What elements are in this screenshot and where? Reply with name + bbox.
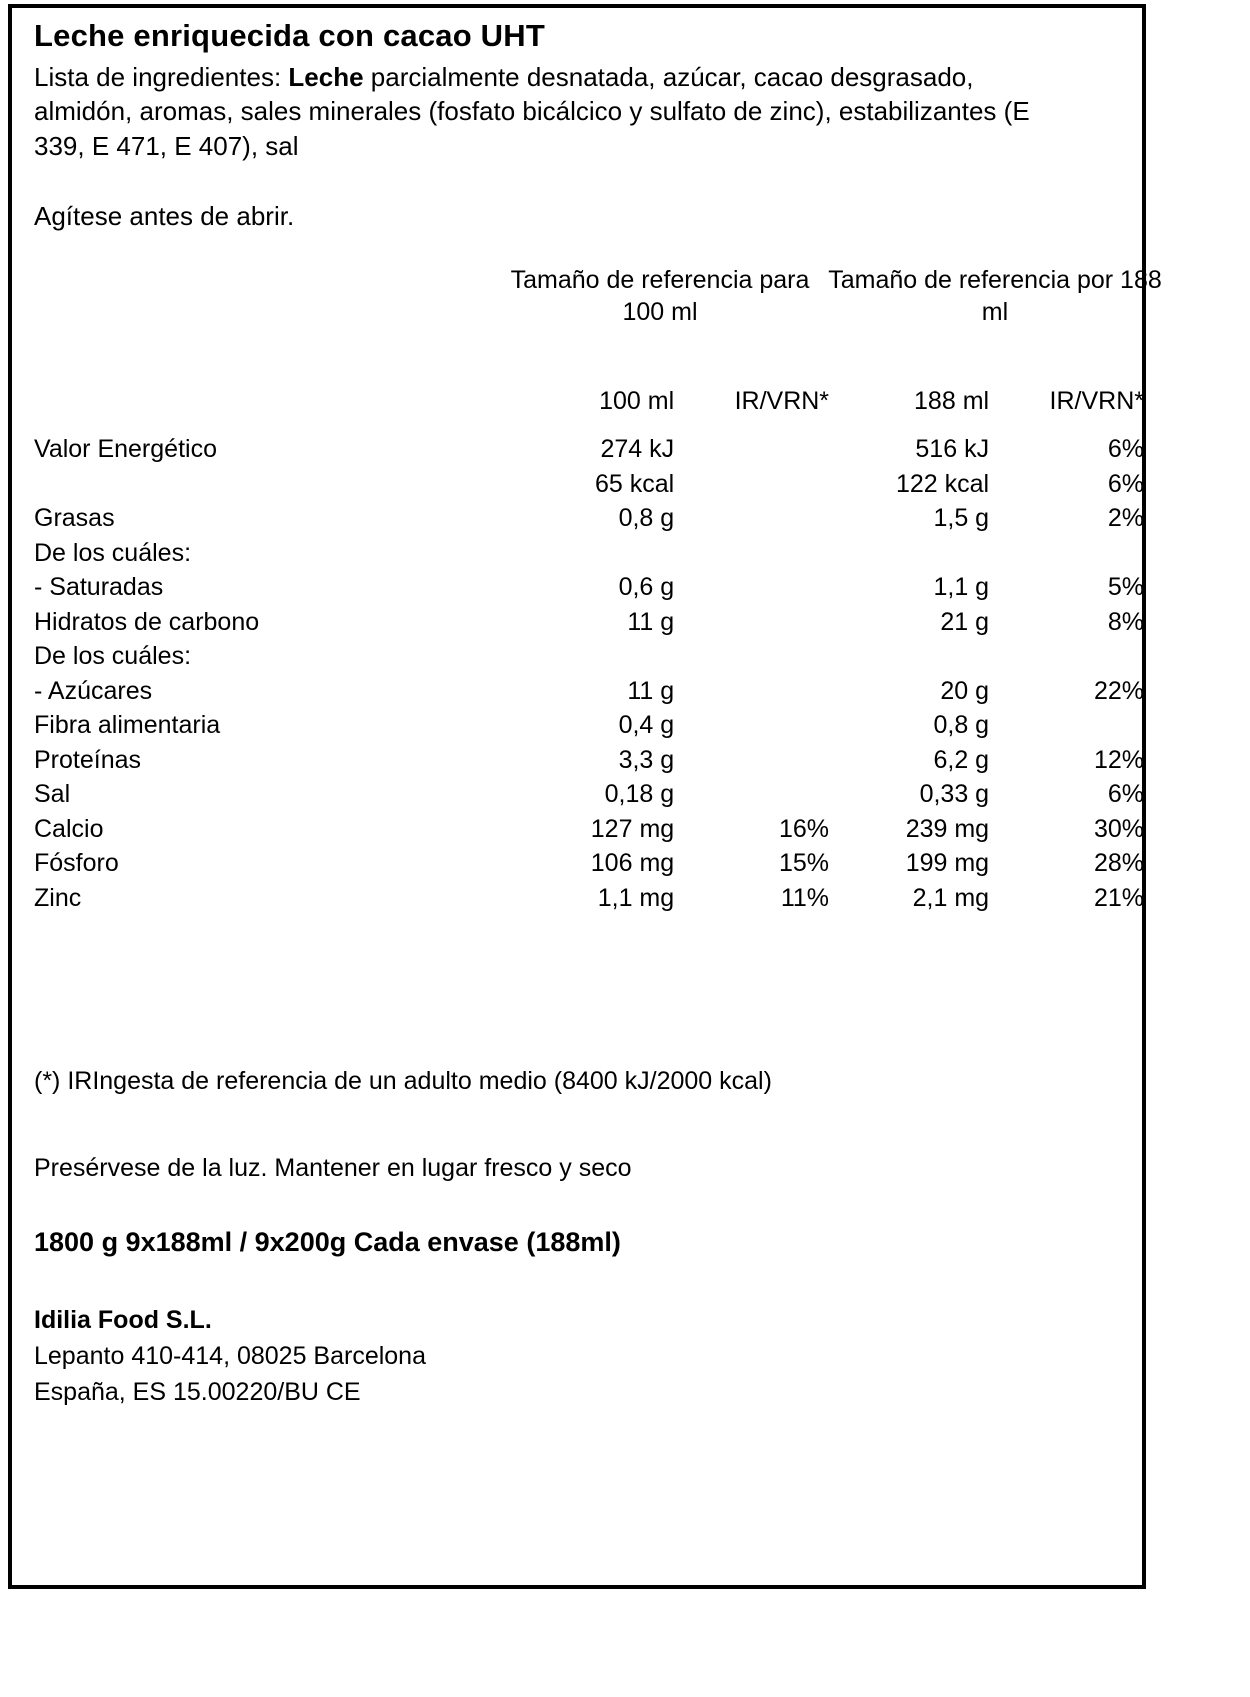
- nutrition-row: [34, 432, 1144, 467]
- value-188ml: 20 g: [940, 676, 990, 705]
- value-188ml: 122 kcal: [895, 469, 990, 498]
- pct-100ml: [674, 536, 829, 571]
- value-188ml: [829, 536, 989, 571]
- storage-instruction: Presérvese de la luz. Mantener en lugar fresco y seco: [34, 1154, 632, 1183]
- pct-100ml: [674, 432, 829, 467]
- value-100ml: 11 g: [627, 607, 675, 636]
- value-188ml: 199 mg: [905, 849, 990, 878]
- value-100ml: 3,3 g: [618, 745, 675, 774]
- pct-100ml: [674, 708, 829, 743]
- company-name: Idilia Food S.L.: [34, 1306, 212, 1335]
- pct-100ml: 11%: [780, 883, 830, 912]
- header-nutrient: [34, 384, 519, 433]
- value-188ml: 2,1 mg: [912, 883, 990, 912]
- value-188ml: 6,2 g: [933, 745, 990, 774]
- value-100ml: [519, 536, 674, 571]
- nutrition-row: [34, 501, 1144, 536]
- value-100ml: 65 kcal: [594, 469, 675, 498]
- pct-100ml: 16%: [779, 814, 830, 843]
- pct-188ml: [989, 536, 1144, 571]
- value-100ml: 11 g: [627, 676, 675, 705]
- pct-100ml: [674, 501, 829, 536]
- reference-intake-footnote: (*) IRIngesta de referencia de un adulto medio (8400 kJ/2000 kcal): [34, 1067, 772, 1096]
- pct-188ml: [989, 708, 1144, 743]
- pct-188ml: 6%: [1107, 435, 1144, 464]
- pct-188ml: 12%: [1093, 745, 1144, 774]
- nutrition-table: [34, 384, 1144, 916]
- reference-size-188ml: Tamaño de referencia por 188 ml: [828, 265, 1162, 326]
- nutrition-row: [34, 881, 1144, 916]
- pct-100ml: [674, 467, 829, 502]
- label-border: [8, 4, 1162, 1589]
- value-188ml: [829, 639, 989, 674]
- reference-size-100ml: Tamaño de referencia para 100 ml: [510, 265, 810, 326]
- net-weight: 1800 g 9x188ml / 9x200g Cada envase (188ml): [34, 1227, 621, 1258]
- value-100ml: 0,6 g: [618, 573, 675, 602]
- shake-instruction: Agítese antes de abrir.: [34, 200, 295, 231]
- pct-100ml: [674, 674, 829, 709]
- value-100ml: 106 mg: [590, 849, 675, 878]
- value-188ml: 239 mg: [905, 814, 990, 843]
- nutrition-table-header: [34, 384, 1144, 433]
- nutrition-row: [34, 708, 1144, 743]
- nutrition-row: [34, 570, 1144, 605]
- pct-100ml: [674, 639, 829, 674]
- company-address: [34, 1339, 1132, 1410]
- nutrient-name: [34, 467, 519, 502]
- value-100ml: 127 mg: [590, 814, 675, 843]
- value-100ml: [519, 639, 674, 674]
- value-188ml: 1,1 g: [933, 573, 990, 602]
- header-value-188: 188 ml: [914, 386, 990, 415]
- pct-100ml: [674, 743, 829, 778]
- pct-188ml: 21%: [1093, 883, 1144, 912]
- reference-size-headers: [30, 264, 1162, 384]
- pct-188ml: 6%: [1107, 469, 1144, 498]
- value-188ml: 21 g: [940, 607, 990, 636]
- header-pct-188: IR/VRN*: [1049, 386, 1144, 415]
- address-line-2: España, ES 15.00220/BU CE: [34, 1377, 361, 1406]
- pct-100ml: [674, 605, 829, 640]
- label-content: [12, 8, 1162, 1585]
- nutrient-name: Sal: [34, 780, 71, 809]
- pct-188ml: 2%: [1107, 504, 1144, 533]
- value-100ml: 0,18 g: [604, 780, 675, 809]
- nutrient-name: Valor Energético: [34, 435, 217, 464]
- ingredients-list: [34, 60, 1074, 163]
- pct-188ml: 28%: [1093, 849, 1144, 878]
- nutrient-name: - Azúcares: [34, 676, 153, 705]
- nutrient-name: De los cuáles:: [34, 538, 192, 567]
- pct-188ml: 8%: [1107, 607, 1144, 636]
- pct-188ml: [989, 639, 1144, 674]
- nutrient-name: Calcio: [34, 814, 104, 843]
- nutrition-row: [34, 467, 1144, 502]
- value-188ml: 1,5 g: [933, 504, 990, 533]
- nutrient-name: Grasas: [34, 504, 115, 533]
- nutrient-name: - Saturadas: [34, 573, 164, 602]
- product-title: Leche enriquecida con cacao UHT: [34, 18, 545, 53]
- nutrition-row: [34, 674, 1144, 709]
- pct-188ml: 6%: [1107, 780, 1144, 809]
- nutrition-row: [34, 846, 1144, 881]
- pct-188ml: 22%: [1093, 676, 1144, 705]
- value-188ml: 0,8 g: [933, 711, 990, 740]
- value-100ml: 274 kJ: [600, 435, 675, 464]
- pct-100ml: 15%: [779, 849, 830, 878]
- header-value-100: 100 ml: [599, 386, 675, 415]
- nutrient-name: De los cuáles:: [34, 642, 192, 671]
- nutrition-row: [34, 536, 1144, 571]
- nutrient-name: Zinc: [34, 883, 82, 912]
- nutrition-row: [34, 812, 1144, 847]
- nutrient-name: Hidratos de carbono: [34, 607, 260, 636]
- value-100ml: 1,1 mg: [597, 883, 675, 912]
- value-188ml: 516 kJ: [915, 435, 990, 464]
- nutrient-name: Fósforo: [34, 849, 119, 878]
- value-100ml: 0,4 g: [618, 711, 675, 740]
- pct-100ml: [674, 570, 829, 605]
- nutrition-row: [34, 605, 1144, 640]
- pct-188ml: 30%: [1093, 814, 1144, 843]
- value-188ml: 0,33 g: [919, 780, 990, 809]
- nutrition-row: [34, 639, 1144, 674]
- ingredients-prefix: Lista de ingredientes:: [34, 62, 289, 92]
- nutrition-row: [34, 777, 1144, 812]
- ingredients-rest: parcialmente desnatada, azúcar, cacao desgrasado, almidón, aromas, sales minerales (fosfato bicálcico y sulfato de zinc), estabilizantes (E 339, E 471, E 407), sal: [34, 62, 1030, 161]
- value-100ml: 0,8 g: [618, 504, 675, 533]
- pct-100ml: [674, 777, 829, 812]
- pct-188ml: 5%: [1107, 573, 1144, 602]
- nutrient-name: Fibra alimentaria: [34, 711, 221, 740]
- nutrition-row: [34, 743, 1144, 778]
- nutrient-name: Proteínas: [34, 745, 142, 774]
- header-pct-100: IR/VRN*: [734, 386, 830, 415]
- ingredients-highlight: Leche: [288, 62, 364, 92]
- address-line-1: Lepanto 410-414, 08025 Barcelona: [34, 1342, 426, 1371]
